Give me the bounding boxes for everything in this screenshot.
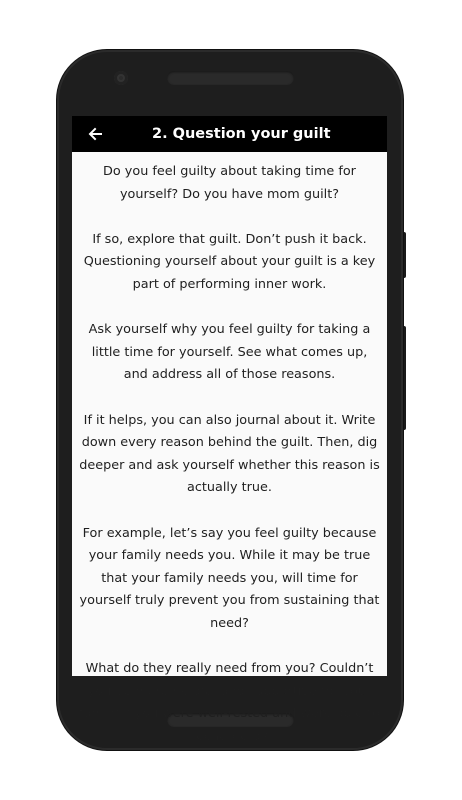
paragraph: If so, explore that guilt. Don’t push it back. Questioning yourself about your guilt is a key part of performing inner work. [83,231,376,292]
app-bar [72,116,387,152]
earpiece-speaker [167,71,294,85]
arrow-left-icon [88,127,102,141]
app-screen [72,116,387,744]
back-button[interactable] [72,116,118,152]
page-title: 2. Question your guilt [152,126,331,142]
paragraph: Do you feel guilty about taking time for yourself? Do you have mom guilt? [103,164,356,202]
article-content[interactable] [72,152,387,744]
paragraph: For example, let’s say you feel guilty because your family needs you. While it may be true that your family needs you, will time for yourself truly prevent you from sustaining that need? [79,525,380,631]
paragraph: If it helps, you can also journal about it. Write down every reason behind the guilt. Then, dig deeper and ask yourself whether this reason is actually true. [79,412,380,496]
article-body [72,152,387,748]
front-camera [114,71,128,85]
paragraph: Ask yourself why you feel guilty for taking a little time for yourself. See what comes up, and address all of those reasons. [88,322,371,383]
paragraph: What do they really need from you? Couldn’t you be more helpful and supportive for your family if you were well-rested and were able to recharge by [79,661,380,744]
